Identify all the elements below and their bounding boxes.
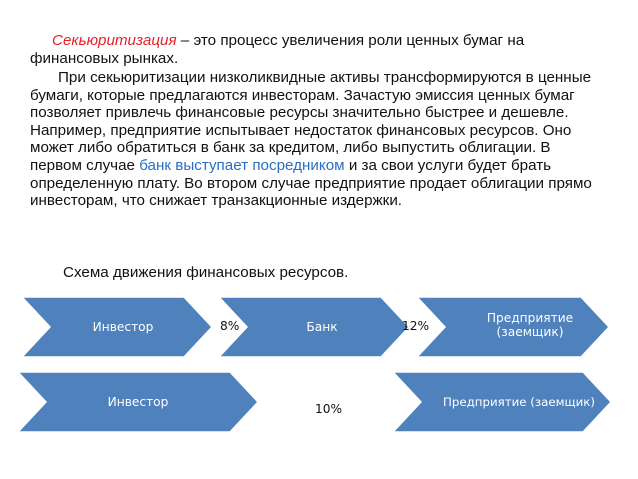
explanation-text-after: и за свои услуги будет брать определенную плату. Во втором случае предприятие продает облигации прямо инвесторам, что снижает транзакционные издержки. [30, 156, 592, 210]
chevron-enterprise-1-label [417, 297, 609, 357]
chevron-investor-1-label: Инвестор [92, 320, 154, 334]
chevron-enterprise-1 [417, 297, 609, 357]
enterprise-label-line2: (заемщик) [496, 325, 564, 339]
chevron-bank [219, 297, 409, 357]
chevron-investor-1 [22, 297, 212, 357]
rate-direct: 10% [315, 402, 343, 416]
explanation-paragraph [30, 69, 605, 210]
rate-investor-bank: 8% [220, 319, 240, 333]
bank-intermediary-highlight: банк выступает посредником [139, 156, 345, 174]
enterprise-label-line1: Предприятие [486, 311, 574, 325]
chevron-bank-label: Банк [306, 320, 338, 334]
term-securitization: Секьюритизация [52, 32, 177, 49]
chevron-enterprise-2 [393, 372, 611, 432]
chevron-enterprise-2-label: Предприятие (заемщик) [442, 395, 596, 409]
definition-text: – это процесс увеличения роли ценных бумаг на финансовых рынках. [30, 32, 525, 67]
explanation-text-before: При секьюритизации низколиквидные активы трансформируются в ценные бумаги, которые предлагаются инвесторам. Зачастую эмиссия ценных бумаг позволяет привлечь финансовые ресурсы значительно быстрее и дешевле. Например, предприятие испытывает недостаток финансовых ресурсов. Оно может либо обратиться в банк за кредитом, либо выпустить облигации. В первом случае [30, 69, 592, 174]
rate-bank-enterprise: 12% [402, 319, 430, 333]
chevron-investor-2 [18, 372, 258, 432]
scheme-title: Схема движения финансовых ресурсов. [63, 264, 349, 281]
definition-paragraph [30, 32, 605, 67]
chevron-investor-2-label: Инвестор [107, 395, 169, 409]
